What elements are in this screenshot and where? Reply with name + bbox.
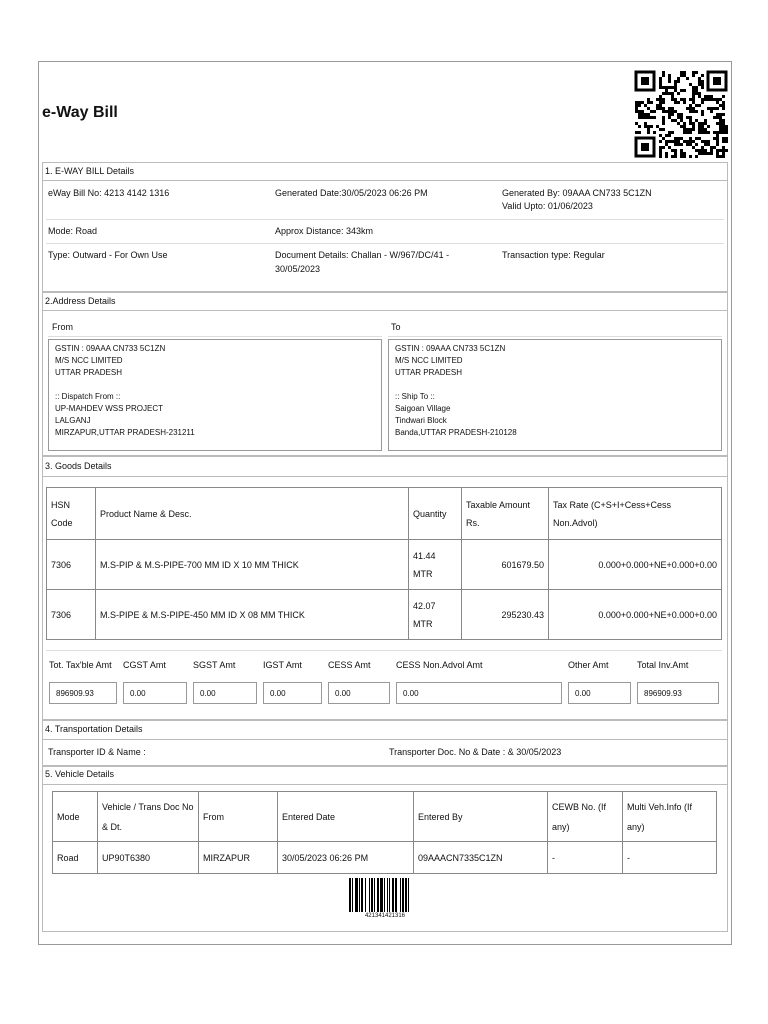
goods-header-row: [47, 488, 722, 540]
igst-field[interactable]: 0.00: [263, 682, 322, 704]
mode: Mode: Road: [48, 226, 98, 236]
header-hsn: HSN Code: [47, 488, 96, 540]
to-address-line: Tindwari Block: [395, 416, 447, 425]
total-invoice-label: Total Inv.Amt: [637, 660, 689, 670]
quantity-value: 41.44: [413, 550, 436, 561]
total-taxable-field[interactable]: 896909.93: [49, 682, 117, 704]
vehicle-multi: -: [623, 842, 717, 874]
table-row: [53, 842, 717, 874]
transporter-doc: Transporter Doc. No & Date : & 30/05/2023: [389, 747, 562, 757]
other-field[interactable]: 0.00: [568, 682, 631, 704]
to-address-line: GSTIN : 09AAA CN733 5C1ZN: [395, 344, 506, 353]
section-title: 5. Vehicle Details: [45, 769, 115, 779]
from-address-line: GSTIN : 09AAA CN733 5C1ZN: [55, 344, 166, 353]
transporter-id-name: Transporter ID & Name :: [48, 747, 146, 757]
header-entered-date: Entered Date: [278, 792, 414, 842]
cess-nonadvol-field[interactable]: 0.00: [396, 682, 562, 704]
barcode-icon: [349, 878, 421, 912]
valid-upto: Valid Upto: 01/06/2023: [502, 201, 593, 211]
header-multi-veh: Multi Veh.Info (If any): [623, 792, 717, 842]
hsn-code: 7306: [47, 590, 96, 640]
generated-date: Generated Date:30/05/2023 06:26 PM: [275, 188, 428, 198]
qr-code-icon: [634, 70, 728, 158]
to-label: To: [391, 322, 401, 332]
to-address-line: [395, 379, 715, 391]
header-taxable-amount: Taxable Amount Rs.: [462, 488, 549, 540]
vehicle-number: UP90T6380: [98, 842, 199, 874]
section-title: 3. Goods Details: [45, 461, 112, 471]
vehicle-cewb: -: [548, 842, 623, 874]
cess-field[interactable]: 0.00: [328, 682, 390, 704]
cess-nonadvol-cell: [393, 676, 565, 710]
generated-by: Generated By: 09AAA CN733 5C1ZN: [502, 188, 652, 198]
total-taxable-cell: [46, 676, 120, 710]
tax-rate: 0.000+0.000+NE+0.000+0.00: [549, 540, 722, 590]
taxable-amount: 601679.50: [462, 540, 549, 590]
section-title: 2.Address Details: [45, 296, 116, 306]
cgst-cell: [120, 676, 190, 710]
header-entered-by: Entered By: [414, 792, 548, 842]
total-invoice-cell: [634, 676, 722, 710]
header-cewb: CEWB No. (If any): [548, 792, 623, 842]
from-label: From: [52, 322, 73, 332]
total-invoice-field[interactable]: 896909.93: [637, 682, 719, 704]
section-ewb-details: [42, 162, 728, 292]
igst-cell: [260, 676, 325, 710]
from-address-line: LALGANJ: [55, 416, 91, 425]
other-label: Other Amt: [568, 660, 609, 670]
quantity: [409, 590, 462, 640]
from-address-line: UTTAR PRADESH: [55, 368, 122, 377]
cess-cell: [325, 676, 393, 710]
vehicle-entered-by: 09AAACN7335C1ZN: [414, 842, 548, 874]
table-row: [47, 540, 722, 590]
other-cell: [565, 676, 634, 710]
tax-rate: 0.000+0.000+NE+0.000+0.00: [549, 590, 722, 640]
header-product: Product Name & Desc.: [96, 488, 409, 540]
goods-table: [46, 487, 722, 640]
vehicle-mode: Road: [53, 842, 98, 874]
total-taxable-label: Tot. Tax'ble Amt: [49, 660, 112, 670]
type: Type: Outward - For Own Use: [48, 250, 168, 260]
to-address-line: Saigoan Village: [395, 404, 451, 413]
product-desc: M.S-PIP & M.S-PIPE-700 MM ID X 10 MM THICK: [96, 540, 409, 590]
from-address-line: UP-MAHDEV WSS PROJECT: [55, 404, 164, 413]
page-title: e-Way Bill: [42, 104, 118, 121]
bill-number: eWay Bill No: 4213 4142 1316: [48, 188, 170, 198]
document-details: Document Details: Challan - W/967/DC/41 -: [275, 250, 450, 260]
igst-label: IGST Amt: [263, 660, 302, 670]
header-quantity: Quantity: [409, 488, 462, 540]
from-address-line: [55, 379, 375, 391]
cess-label: CESS Amt: [328, 660, 371, 670]
from-address-line: MIRZAPUR,UTTAR PRADESH-231211: [55, 428, 195, 437]
to-address-line: UTTAR PRADESH: [395, 368, 462, 377]
quantity: [409, 540, 462, 590]
table-row: [47, 590, 722, 640]
to-address-box: [388, 339, 722, 451]
vehicle-entered-date: 30/05/2023 06:26 PM: [278, 842, 414, 874]
product-desc: M.S-PIPE & M.S-PIPE-450 MM ID X 08 MM THICK: [96, 590, 409, 640]
section-transport: [42, 720, 728, 766]
from-address-box: [48, 339, 382, 451]
sgst-cell: [190, 676, 260, 710]
cgst-label: CGST Amt: [123, 660, 166, 670]
vehicle-table: [52, 791, 717, 874]
to-address-line: :: Ship To ::: [395, 392, 435, 401]
approx-distance: Approx Distance: 343km: [275, 226, 374, 236]
taxable-amount: 295230.43: [462, 590, 549, 640]
to-address-line: Banda,UTTAR PRADESH-210128: [395, 428, 517, 437]
totals-label-row: [46, 654, 722, 676]
vehicle-header-row: [53, 792, 717, 842]
header-mode: Mode: [53, 792, 98, 842]
quantity-unit: MTR: [413, 568, 433, 579]
from-address-line: :: Dispatch From ::: [55, 392, 121, 401]
transaction-type: Transaction type: Regular: [502, 250, 605, 260]
from-address-line: M/S NCC LIMITED: [55, 356, 123, 365]
cgst-field[interactable]: 0.00: [123, 682, 187, 704]
sgst-label: SGST Amt: [193, 660, 236, 670]
cess-nonadvol-label: CESS Non.Advol Amt: [396, 660, 483, 670]
header-from: From: [199, 792, 278, 842]
quantity-value: 42.07: [413, 600, 436, 611]
barcode-label: 421341421316: [364, 913, 406, 919]
section-title: 4. Transportation Details: [45, 724, 143, 734]
header-vehicle: Vehicle / Trans Doc No & Dt.: [98, 792, 199, 842]
to-address-line: M/S NCC LIMITED: [395, 356, 463, 365]
header-tax-rate: Tax Rate (C+S+I+Cess+Cess Non.Advol): [549, 488, 722, 540]
section-title: 1. E-WAY BILL Details: [45, 166, 135, 176]
sgst-field[interactable]: 0.00: [193, 682, 257, 704]
document-date: 30/05/2023: [275, 264, 321, 274]
vehicle-from: MIRZAPUR: [199, 842, 278, 874]
totals-value-row: [46, 676, 722, 710]
quantity-unit: MTR: [413, 618, 433, 629]
hsn-code: 7306: [47, 540, 96, 590]
totals-table: [46, 654, 722, 710]
